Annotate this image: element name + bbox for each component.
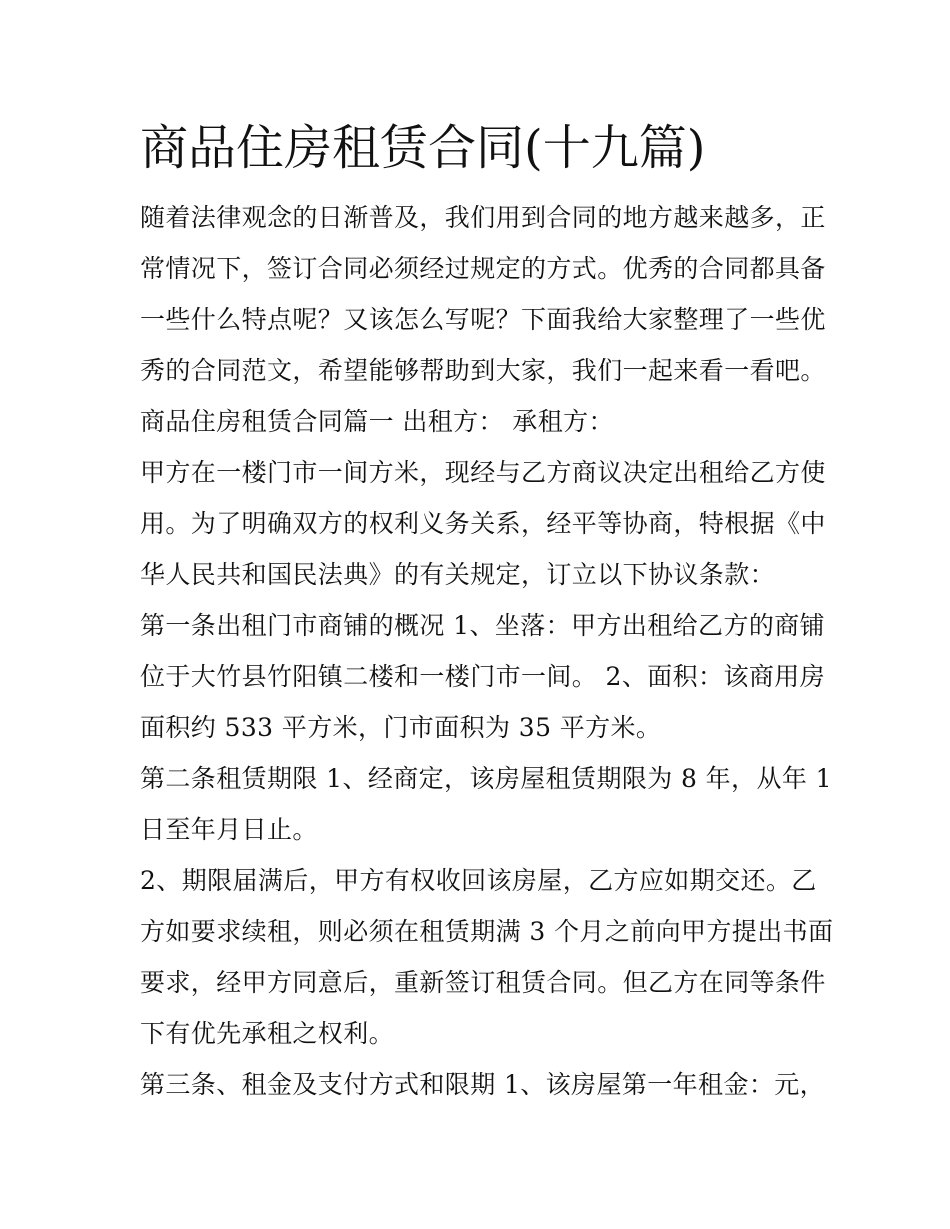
text-line: 2、期限届满后，甲方有权收回该房屋，乙方应如期交还。乙 (140, 866, 817, 895)
text-line: 甲方在一楼门市一间方米，现经与乙方商议决定出租给乙方使 (140, 458, 826, 487)
text-line: 下有优先承租之权利。 (140, 1019, 395, 1048)
text-line: 日至年月日止。 (140, 815, 318, 844)
text-line: 华人民共和国民法典》的有关规定，订立以下协议条款： (140, 560, 776, 589)
text-line: 秀的合同范文，希望能够帮助到大家，我们一起来看一看吧。 (140, 356, 826, 385)
text-line: 要求，经甲方同意后，重新签订租赁合同。但乙方在同等条件 (140, 968, 826, 997)
document-title: 商品住房租赁合同(十九篇) (140, 120, 706, 176)
text-line: 第二条租赁期限 1、经商定，该房屋租赁期限为 8 年，从年 1 (140, 764, 832, 793)
text-line: 位于大竹县竹阳镇二楼和一楼门市一间。 2、面积：该商用房 (140, 662, 826, 691)
text-line: 常情况下，签订合同必须经过规定的方式。优秀的合同都具备 (140, 254, 826, 283)
text-line: 商品住房租赁合同篇一 出租方： 承租方： (140, 407, 614, 436)
text-line: 方如要求续租，则必须在租赁期满 3 个月之前向甲方提出书面 (140, 917, 834, 946)
text-line: 面积约 533 平方米，门市面积为 35 平方米。 (140, 713, 662, 742)
text-line: 第三条、租金及支付方式和限期 1、该房屋第一年租金：元， (140, 1070, 826, 1099)
text-line: 一些什么特点呢？又该怎么写呢？下面我给大家整理了一些优 (140, 305, 826, 334)
document-page (140, 110, 834, 1110)
text-line: 随着法律观念的日渐普及，我们用到合同的地方越来越多，正 (140, 203, 826, 232)
text-line: 用。为了明确双方的权利义务关系，经平等协商，特根据《中 (140, 509, 826, 538)
text-line: 第一条出租门市商铺的概况 1、坐落：甲方出租给乙方的商铺 (140, 611, 826, 640)
